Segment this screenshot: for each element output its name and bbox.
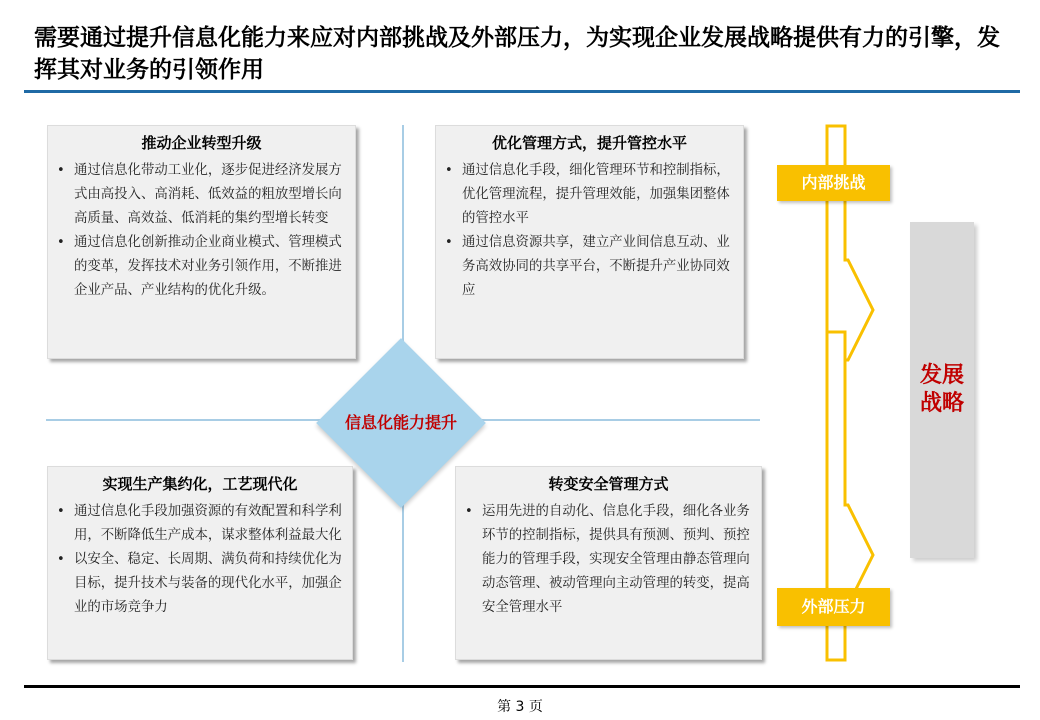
external-pressure-tag: 外部压力 [777,588,890,626]
list-item: • 运用先进的自动化、信息化手段，细化各业务环节的控制指标，提供具有预测、预判、预控能力的管理手段，实现安全管理由静态管理向动态管理、被动管理向主动管理的转变，提高安全管理水平 [482,500,761,620]
convergence-arrows [815,120,885,665]
bullet-list [48,500,352,620]
strategy-line: 发展 [919,363,964,388]
list-item: • 以安全、稳定、长周期、满负荷和持续优化为目标，提升技术与装备的现代化水平，加强企业的市场竞争力 [74,548,352,620]
title-divider [24,90,1020,93]
footer-divider [24,685,1020,688]
card-production [47,466,353,660]
card-management [435,125,744,359]
slide-title: 需要通过提升信息化能力来应对内部挑战及外部压力，为实现企业发展战略提供有力的引擎，发挥其对业务的引领作用 [34,25,1000,83]
list-item: • 通过信息化创新推动企业商业模式、管理模式的变革，发挥技术对业务引领作用，不断推进企业产品、产业结构的优化升级。 [74,231,355,303]
card-heading: 优化管理方式，提升管控水平 [491,134,687,152]
center-label: 信息化能力提升 [344,413,457,432]
center-diamond [315,337,487,509]
bullet-list [456,500,761,620]
strategy-line: 战略 [919,391,964,416]
page-number: 第 3 页 [497,699,543,715]
bullet-list [436,159,743,303]
internal-challenge-tag: 内部挑战 [777,165,890,201]
card-safety [455,466,762,660]
list-item: • 通过信息化手段加强资源的有效配置和科学利用，不断降低生产成本，谋求整体利益最大化 [74,500,352,548]
strategy-label [910,362,974,418]
card-heading: 转变安全管理方式 [548,475,669,493]
strategy-box [910,222,974,558]
card-heading: 实现生产集约化，工艺现代化 [102,475,298,493]
list-item: • 通过信息资源共享，建立产业间信息互动、业务高效协同的共享平台，不断提升产业协同效应 [462,231,743,303]
list-item: • 通过信息化带动工业化，逐步促进经济发展方式由高投入、高消耗、低效益的粗放型增长向高质量、高效益、低消耗的集约型增长转变 [74,159,355,231]
list-item: • 通过信息化手段，细化管理环节和控制指标，优化管理流程，提升管理效能，加强集团整体的管控水平 [462,159,743,231]
card-heading: 推动企业转型升级 [141,134,262,152]
card-transformation [47,125,356,359]
bullet-list [48,159,355,303]
upper-arrow-icon [827,126,873,360]
